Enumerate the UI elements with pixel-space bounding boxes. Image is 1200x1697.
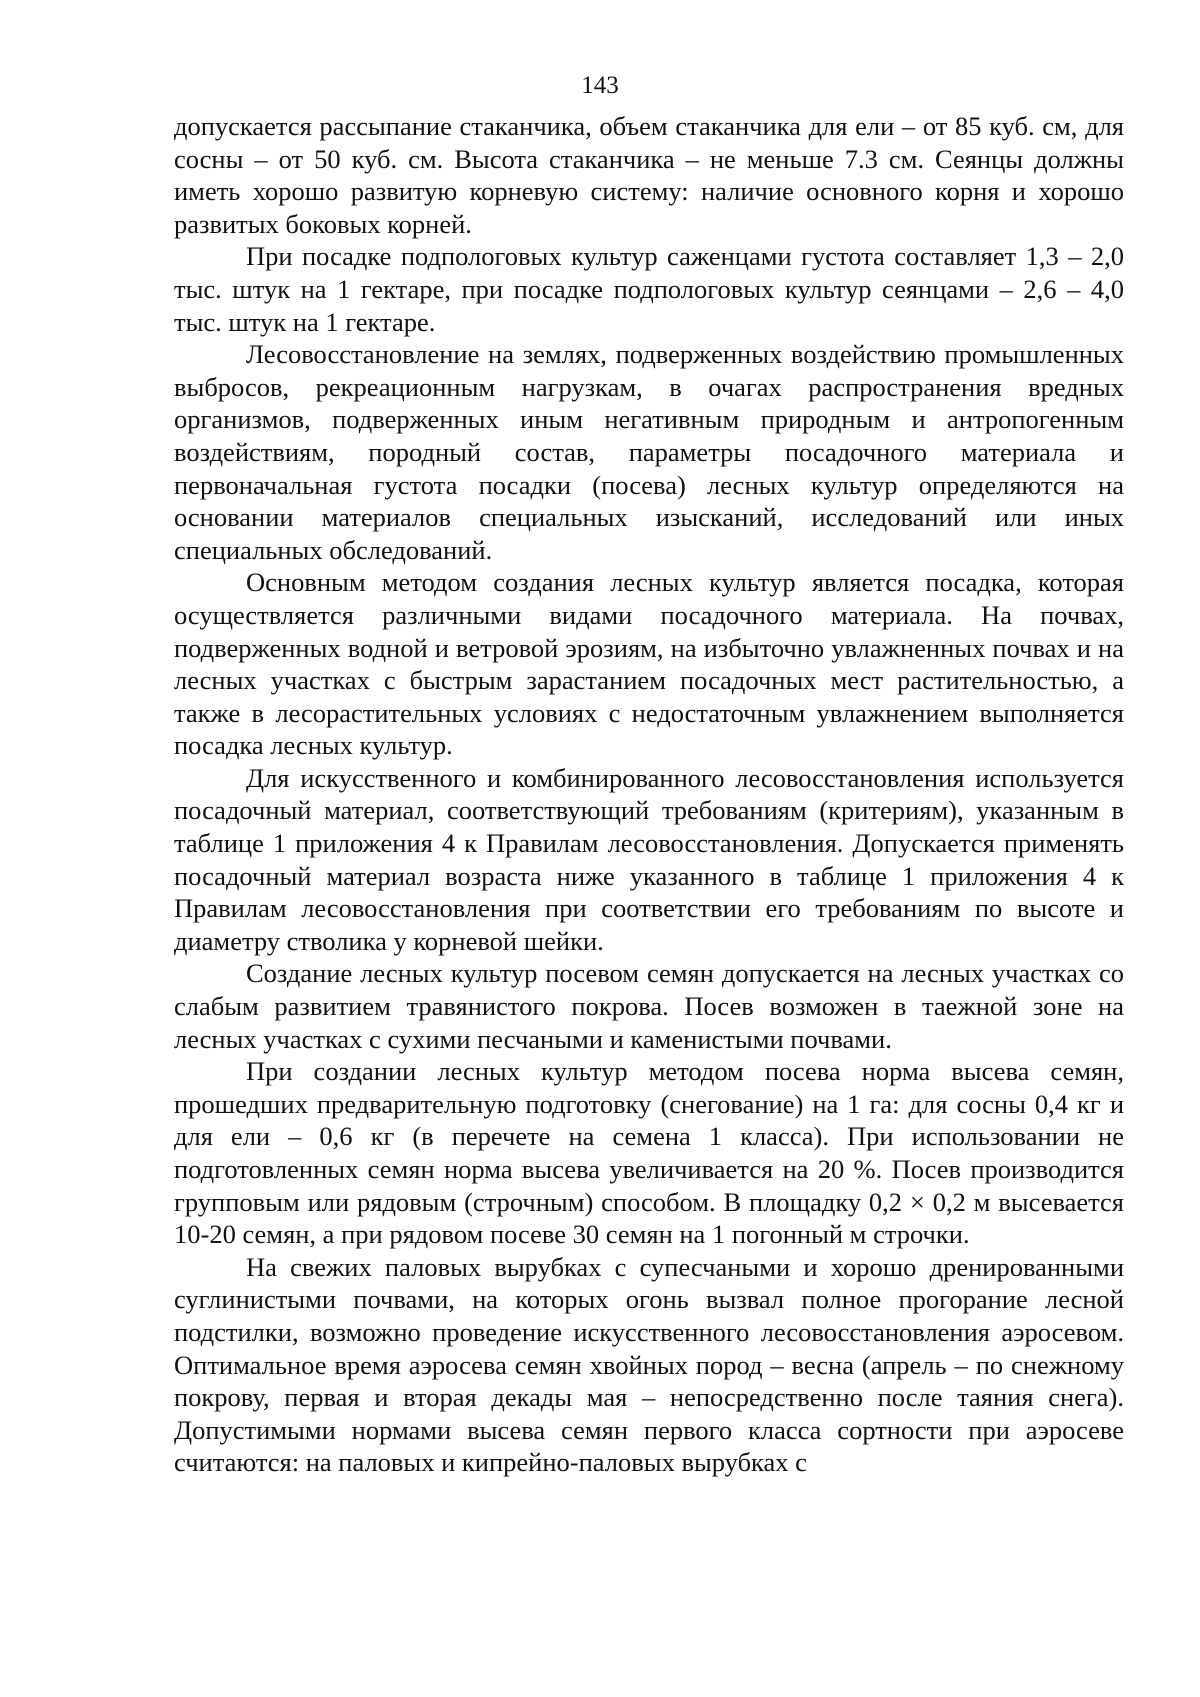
paragraph-aerial-seeding: На свежих паловых вырубках с супесчаными и хорошо дренированными суглинистыми почвами, на которых огонь вызвал полное прогорание лесной подстилки, возможно проведение искусственного лесовосстановления аэросевом. Оптимальное время аэросева семян хвойных пород – весна (апрель – по снежному покрову, первая и вторая декады мая – непосредственно после таяния снега). Допустимыми нормами высева семян первого класса сортности при аэросеве считаются: на паловых и кипрейно-паловых вырубках с [174,1251,1124,1478]
paragraph-container-sizes: допускается рассыпание стаканчика, объем стаканчика для ели – от 85 куб. см, для сосны – от 50 куб. см. Высота стаканчика – не меньше 7.3 см. Сеянцы должны иметь хорошо развитую корневую систему: наличие основного корня и хорошо развитых боковых корней. [174,111,1124,239]
paragraph-impacted-lands: Лесовосстановление на землях, подверженных воздействию промышленных выбросов, рекреационным нагрузкам, в очагах распространения вредных организмов, подверженных иным негативным природным и антропогенным воздействиям, породный состав, параметры посадочного материала и первоначальная густота посадки (посева) лесных культур определяются на основании материалов специальных изысканий, исследований или иных специальных обследований. [174,339,1124,565]
paragraph-planting-material: Для искусственного и комбинированного лесовосстановления используется посадочный материал, соответствующий требованиям (критериям), указанным в таблице 1 приложения 4 к Правилам лесовосстановления. Допускается применять посадочный материал возраста ниже указанного в таблице 1 приложения 4 к Правилам лесовосстановления при соответствии его требованиям по высоте и диаметру стволика у корневой шейки. [174,762,1124,956]
paragraph-planting-method: Основным методом создания лесных культур является посадка, которая осуществляется различными видами посадочного материала. На почвах, подверженных водной и ветровой эрозиям, на избыточно увлажненных почвах и на лесных участках с быстрым зарастанием посадочных мест растительностью, а также в лесорастительных условиях с недостаточным увлажнением выполняется посадка лесных культур. [174,567,1124,761]
document-body [174,110,1124,1479]
paragraph-seeding-rates: При создании лесных культур методом посева норма высева семян, прошедших предварительную подготовку (снегование) на 1 га: для сосны 0,4 кг и для ели – 0,6 кг (в перечете на семена 1 класса). При использовании не подготовленных семян норма высева увеличивается на 20 %. Посев производится групповым или рядовым (строчным) способом. В площадку 0,2 × 0,2 м высевается 10-20 семян, а при рядовом посеве 30 семян на 1 погонный м строчки. [174,1056,1124,1250]
page-number: 143 [581,72,619,99]
paragraph-planting-density: При посадке подпологовых культур саженцами густота составляет 1,3 – 2,0 тыс. штук на 1 гектаре, при посадке подпологовых культур сеянцами – 2,6 – 4,0 тыс. штук на 1 гектаре. [174,241,1124,337]
paragraph-seeding-conditions: Создание лесных культур посевом семян допускается на лесных участках со слабым развитием травянистого покрова. Посев возможен в таежной зоне на лесных участках с сухими песчаными и каменистыми почвами. [174,958,1124,1054]
